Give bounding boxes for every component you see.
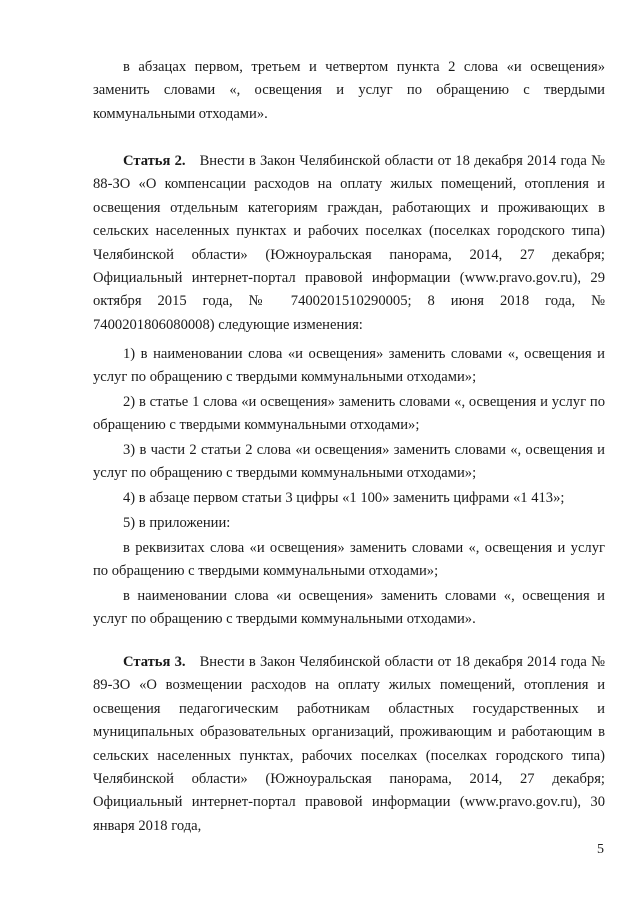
- article-2-item-3: 3) в части 2 статьи 2 слова «и освещения» заменить словами «, освещения и услуг по обращению с твердыми коммунальными отходами»;: [93, 442, 605, 482]
- article-3-heading: Статья 3.: [123, 654, 186, 670]
- article-2-paragraph: [93, 150, 605, 337]
- page-number: 5: [597, 842, 604, 857]
- intro-paragraph: в абзацах первом, третьем и четвертом пункта 2 слова «и освещения» заменить словами «, освещения и услуг по обращению с твердыми коммунальными отходами».: [93, 59, 605, 122]
- article-2-item-5a: в реквизитах слова «и освещения» заменить словами «, освещения и услуг по обращению с твердыми коммунальными отходами»;: [93, 540, 605, 580]
- article-2-item-5: 5) в приложении:: [123, 515, 231, 531]
- article-2-text: Внести в Закон Челябинской области от 18 декабря 2014 года № 88-ЗО «О компенсации расходов на оплату жилых помещений, отопления и освещения отдельным категориям граждан, работающих и проживающих в сельских населенных пунктах и рабочих поселках (поселках городского типа) Челябинской области» (Южноуральская панорама, 2014, 27 декабря; Официальный интернет-портал правовой информации (www.pravo.gov.ru), 29 октября 2015 года, № 7400201510290005; 8 июня 2018 года, № 7400201806080008) следующие изменения:: [93, 153, 605, 333]
- article-3-text: Внести в Закон Челябинской области от 18 декабря 2014 года № 89-ЗО «О возмещении расходов на оплату жилых помещений, отопления и освещения педагогическим работникам областных государственных и муниципальных образовательных организаций, проживающим и работающим в сельских населенных пунктах, рабочих поселках (поселках городского типа) Челябинской области» (Южноуральская панорама, 2014, 27 декабря; Официальный интернет-портал правовой информации (www.pravo.gov.ru), 30 января 2018 года,: [93, 654, 605, 834]
- article-2-item-1: 1) в наименовании слова «и освещения» заменить словами «, освещения и услуг по обращению с твердыми коммунальными отходами»;: [93, 346, 605, 386]
- article-2-item-2: 2) в статье 1 слова «и освещения» заменить словами «, освещения и услуг по обращению с твердыми коммунальными отходами»;: [93, 394, 605, 434]
- article-2-item-4: 4) в абзаце первом статьи 3 цифры «1 100» заменить цифрами «1 413»;: [123, 490, 565, 506]
- article-2-item-5b: в наименовании слова «и освещения» заменить словами «, освещения и услуг по обращению с твердыми коммунальными отходами».: [93, 588, 605, 628]
- article-3-paragraph: [93, 651, 605, 838]
- article-2-heading: Статья 2.: [123, 153, 186, 169]
